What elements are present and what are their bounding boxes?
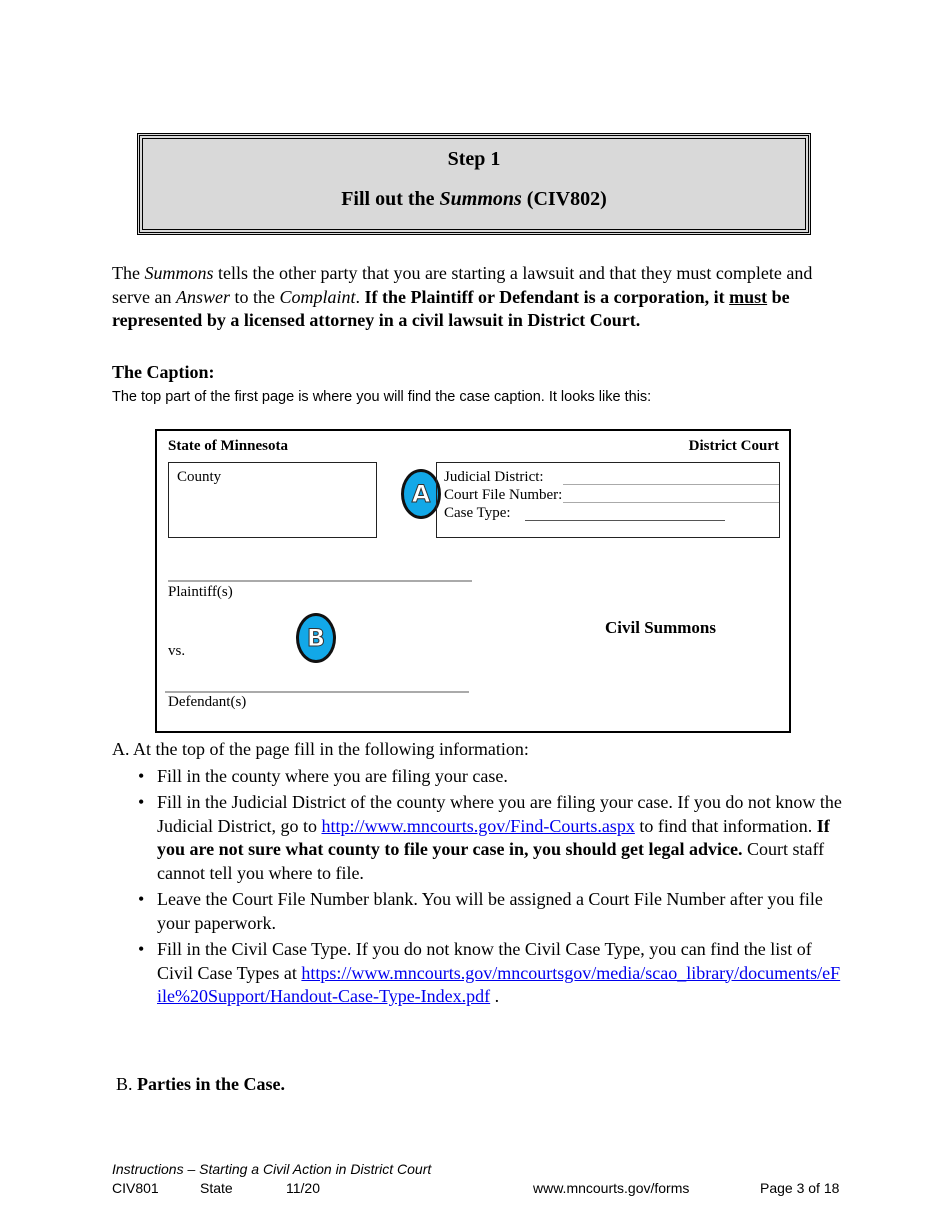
footer-form: CIV801 [112, 1180, 159, 1196]
subtitle-text: Fill out the [341, 188, 440, 210]
judicial-district-label: Judicial District: [444, 469, 544, 485]
section-b-label: Parties in the Case. [137, 1074, 285, 1094]
civil-summons-title: Civil Summons [605, 618, 716, 637]
text: Court staff cannot tell you where to file. [157, 839, 825, 883]
section-a [112, 738, 842, 1009]
step-title: Step 1 [447, 148, 501, 170]
judicial-line [563, 484, 779, 485]
text: B. [116, 1074, 138, 1094]
case-type-label: Case Type: [444, 505, 511, 521]
subtitle-em: Summons [439, 188, 522, 210]
caption-example-image [155, 429, 791, 733]
list-item [130, 765, 842, 789]
text: be represented by a licensed attorney in a civil lawsuit in District Court. [112, 286, 790, 330]
section-a-label: A. At the top of the page fill in the following information: [112, 739, 529, 759]
state-label: State of Minnesota [168, 438, 288, 454]
text: to find that information. [634, 815, 817, 836]
list-item [130, 791, 842, 885]
county-label: County [177, 469, 222, 485]
defendant-line [165, 691, 469, 693]
case-type-line [525, 520, 725, 521]
text: must [729, 286, 768, 307]
text: Fill in the county where you are filing your case. [157, 765, 508, 786]
text: If the Plaintiff or Defendant is a corporation, it [364, 286, 730, 307]
text: Complaint [279, 286, 356, 307]
footer-page-number: Page 3 of 18 [760, 1180, 840, 1196]
case-info-labels [444, 468, 562, 522]
file-number-line [563, 502, 779, 503]
intro-paragraph [112, 262, 842, 333]
text: If you are not sure what county to file your case in, you should get legal advice. [157, 815, 830, 859]
plaintiff-label: Plaintiff(s) [168, 584, 233, 600]
text: Summons [144, 263, 214, 283]
text: Answer [175, 286, 230, 307]
footer-date: 11/20 [286, 1180, 320, 1196]
find-courts-link[interactable]: http://www.mncourts.gov/Find-Courts.aspx [321, 815, 635, 836]
list-item [130, 938, 842, 1009]
footer-title: Instructions – Starting a Civil Action in District Court [112, 1161, 432, 1177]
step-subtitle [140, 188, 808, 211]
caption-heading: The Caption: [112, 362, 215, 382]
text: . [490, 986, 500, 1006]
footer-scope: State [200, 1180, 233, 1196]
case-type-index-link[interactable]: https://www.mncourts.gov/mncourtsgov/media/scao_library/documents/eFile%20Support/Handout-Case-Type-Index.pdf [157, 962, 841, 1006]
text: The [112, 263, 145, 283]
defendant-label: Defendant(s) [168, 694, 247, 710]
text: Fill in the Judicial District of the county where you are filing your case. If you do not know the Judicial District, go to [157, 792, 842, 836]
text: tells the other party that you are starting a lawsuit and that they must complete and serve an [112, 263, 813, 307]
section-b [116, 1073, 285, 1097]
text: . [355, 286, 365, 307]
text: Leave the Court File Number blank. You will be assigned a Court File Number after you file your paperwork. [157, 889, 823, 933]
subtitle-text: (CIV802) [521, 188, 607, 210]
footer-url: www.mncourts.gov/forms [533, 1180, 690, 1196]
text: to the [229, 286, 280, 307]
caption-intro: The top part of the first page is where you will find the case caption. It looks like this: [112, 389, 652, 405]
court-file-number-label: Court File Number: [444, 487, 563, 503]
badge-a-icon: A [401, 469, 441, 519]
section-a-list [130, 765, 842, 1009]
court-label: District Court [688, 438, 779, 454]
vs-label: vs. [168, 643, 186, 659]
badge-b-icon: B [296, 613, 336, 663]
list-item [130, 888, 842, 935]
step-header-box [137, 133, 811, 235]
plaintiff-line [168, 580, 472, 582]
county-box [168, 462, 377, 538]
case-info-box [436, 462, 780, 538]
text: Fill in the Civil Case Type. If you do not know the Civil Case Type, you can find the list of Civil Case Types at [157, 939, 812, 983]
